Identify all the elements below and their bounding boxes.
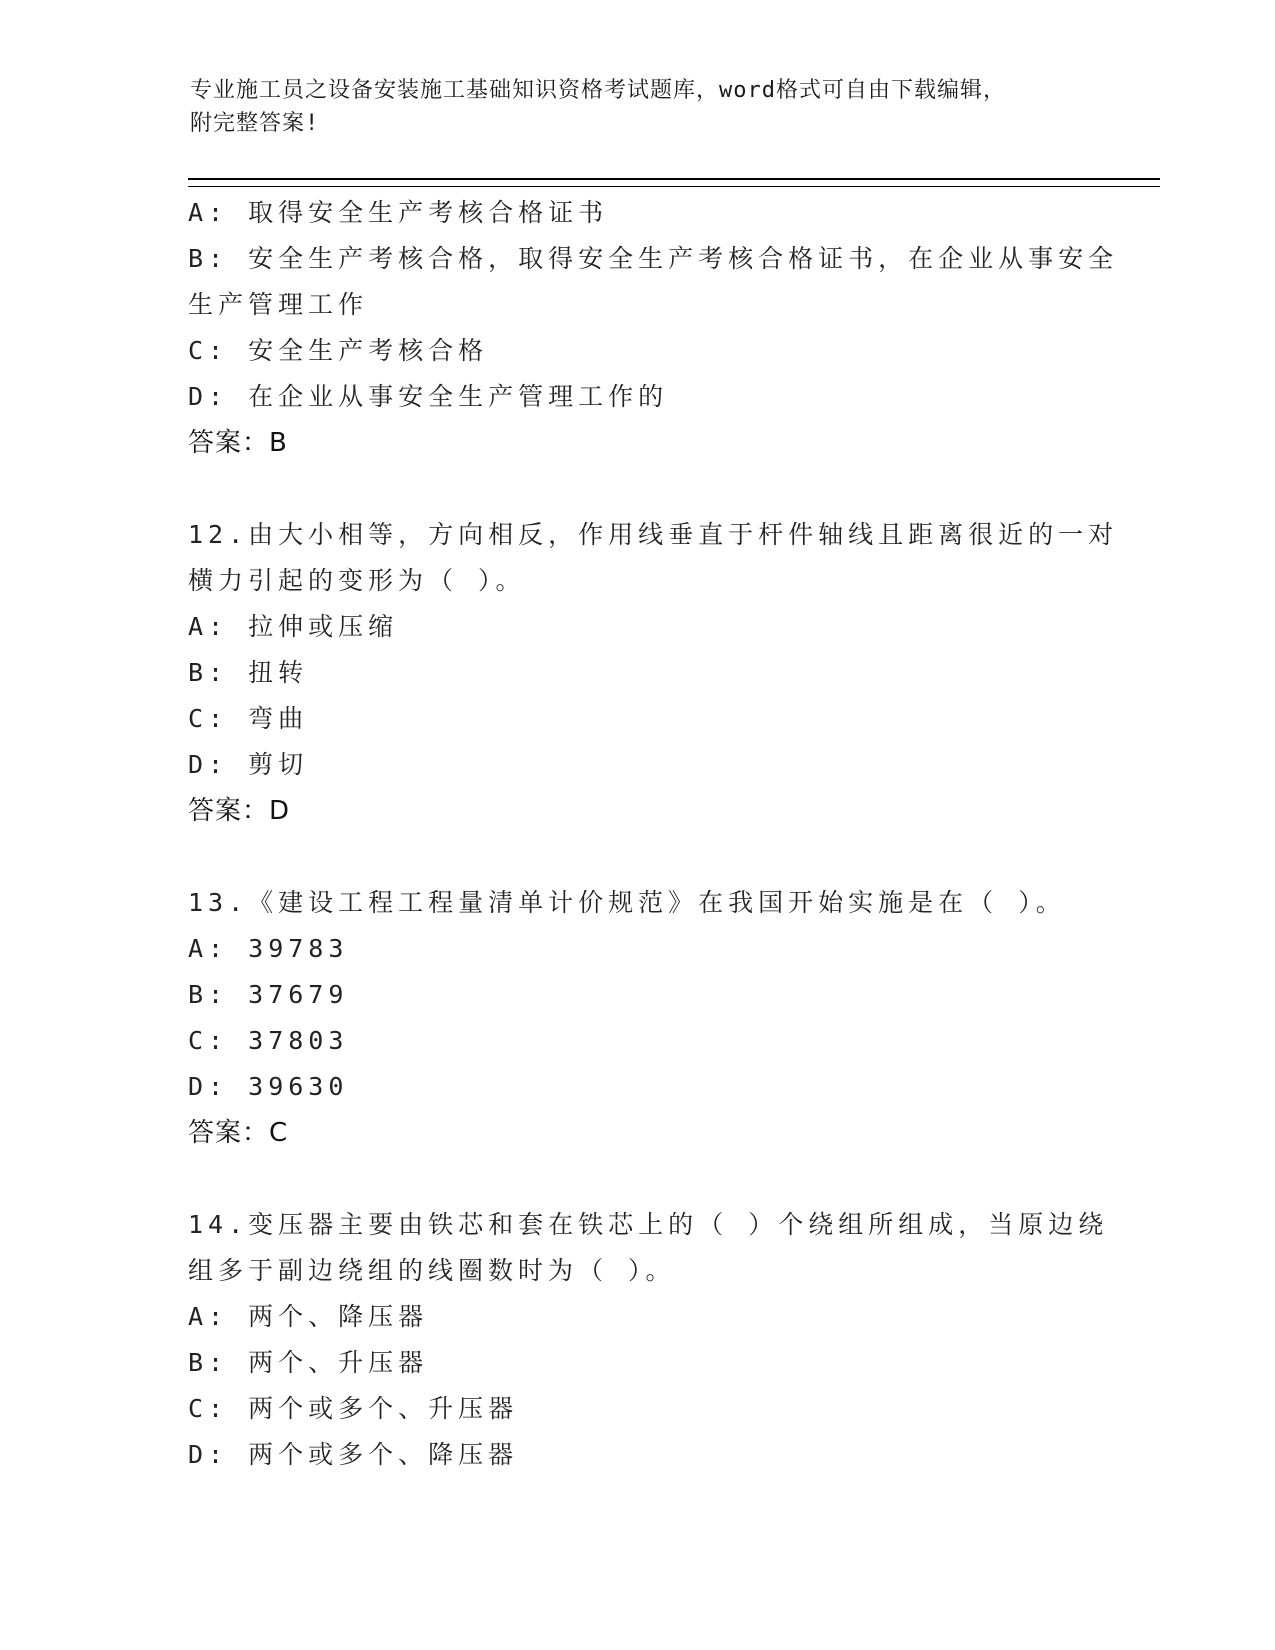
- spacer: [188, 466, 1088, 512]
- question-11: [188, 190, 1119, 466]
- q12-option-d: D: 剪切: [188, 750, 309, 779]
- q14-option-b: B: 两个、升压器: [188, 1348, 429, 1377]
- q12-answer: 答案：D: [188, 796, 291, 826]
- q14-option-d: D: 两个或多个、降压器: [188, 1440, 519, 1469]
- q12-stem-line-1: 12.由大小相等，方向相反，作用线垂直于杆件轴线且距离很近的一对: [188, 520, 1119, 549]
- question-13: [188, 880, 1088, 1156]
- q11-option-b-line-2: 生产管理工作: [188, 290, 369, 319]
- q13-answer: 答案：C: [188, 1118, 289, 1148]
- q14-option-c: C: 两个或多个、升压器: [188, 1394, 519, 1423]
- q11-answer: 答案：B: [188, 428, 288, 458]
- q13-option-b: B: 37679: [188, 980, 349, 1009]
- q12-option-a: A: 拉伸或压缩: [188, 612, 399, 641]
- q13-option-a: A: 39783: [188, 934, 349, 963]
- q14-stem-line-1: 14.变压器主要由铁芯和套在铁芯上的（ ）个绕组所组成，当原边绕: [188, 1210, 1109, 1239]
- q14-option-a: A: 两个、降压器: [188, 1302, 429, 1331]
- q12-option-b: B: 扭转: [188, 658, 309, 687]
- q11-option-b-line-1: B: 安全生产考核合格，取得安全生产考核合格证书，在企业从事安全: [188, 244, 1119, 273]
- question-14: [188, 1202, 1109, 1478]
- q13-stem: 13.《建设工程工程量清单计价规范》在我国开始实施是在（ ）。: [188, 888, 1066, 917]
- q11-option-d: D: 在企业从事安全生产管理工作的: [188, 382, 669, 411]
- document-header: [190, 74, 1090, 140]
- header-line-1: 专业施工员之设备安装施工基础知识资格考试题库，word格式可自由下载编辑，: [190, 78, 1006, 103]
- question-12: [188, 512, 1119, 834]
- q11-option-a: A: 取得安全生产考核合格证书: [188, 198, 609, 227]
- q13-option-d: D: 39630: [188, 1072, 349, 1101]
- question-list: [188, 190, 1119, 1478]
- q14-stem-line-2: 组多于副边绕组的线圈数时为（ ）。: [188, 1256, 676, 1285]
- q12-option-c: C: 弯曲: [188, 704, 309, 733]
- header-line-2: 附完整答案!: [190, 111, 320, 136]
- q13-option-c: C: 37803: [188, 1026, 349, 1055]
- spacer: [188, 1156, 1088, 1202]
- header-divider: [188, 178, 1160, 187]
- q12-stem-line-2: 横力引起的变形为（ ）。: [188, 566, 526, 595]
- spacer: [188, 834, 1088, 880]
- q11-option-c: C: 安全生产考核合格: [188, 336, 489, 365]
